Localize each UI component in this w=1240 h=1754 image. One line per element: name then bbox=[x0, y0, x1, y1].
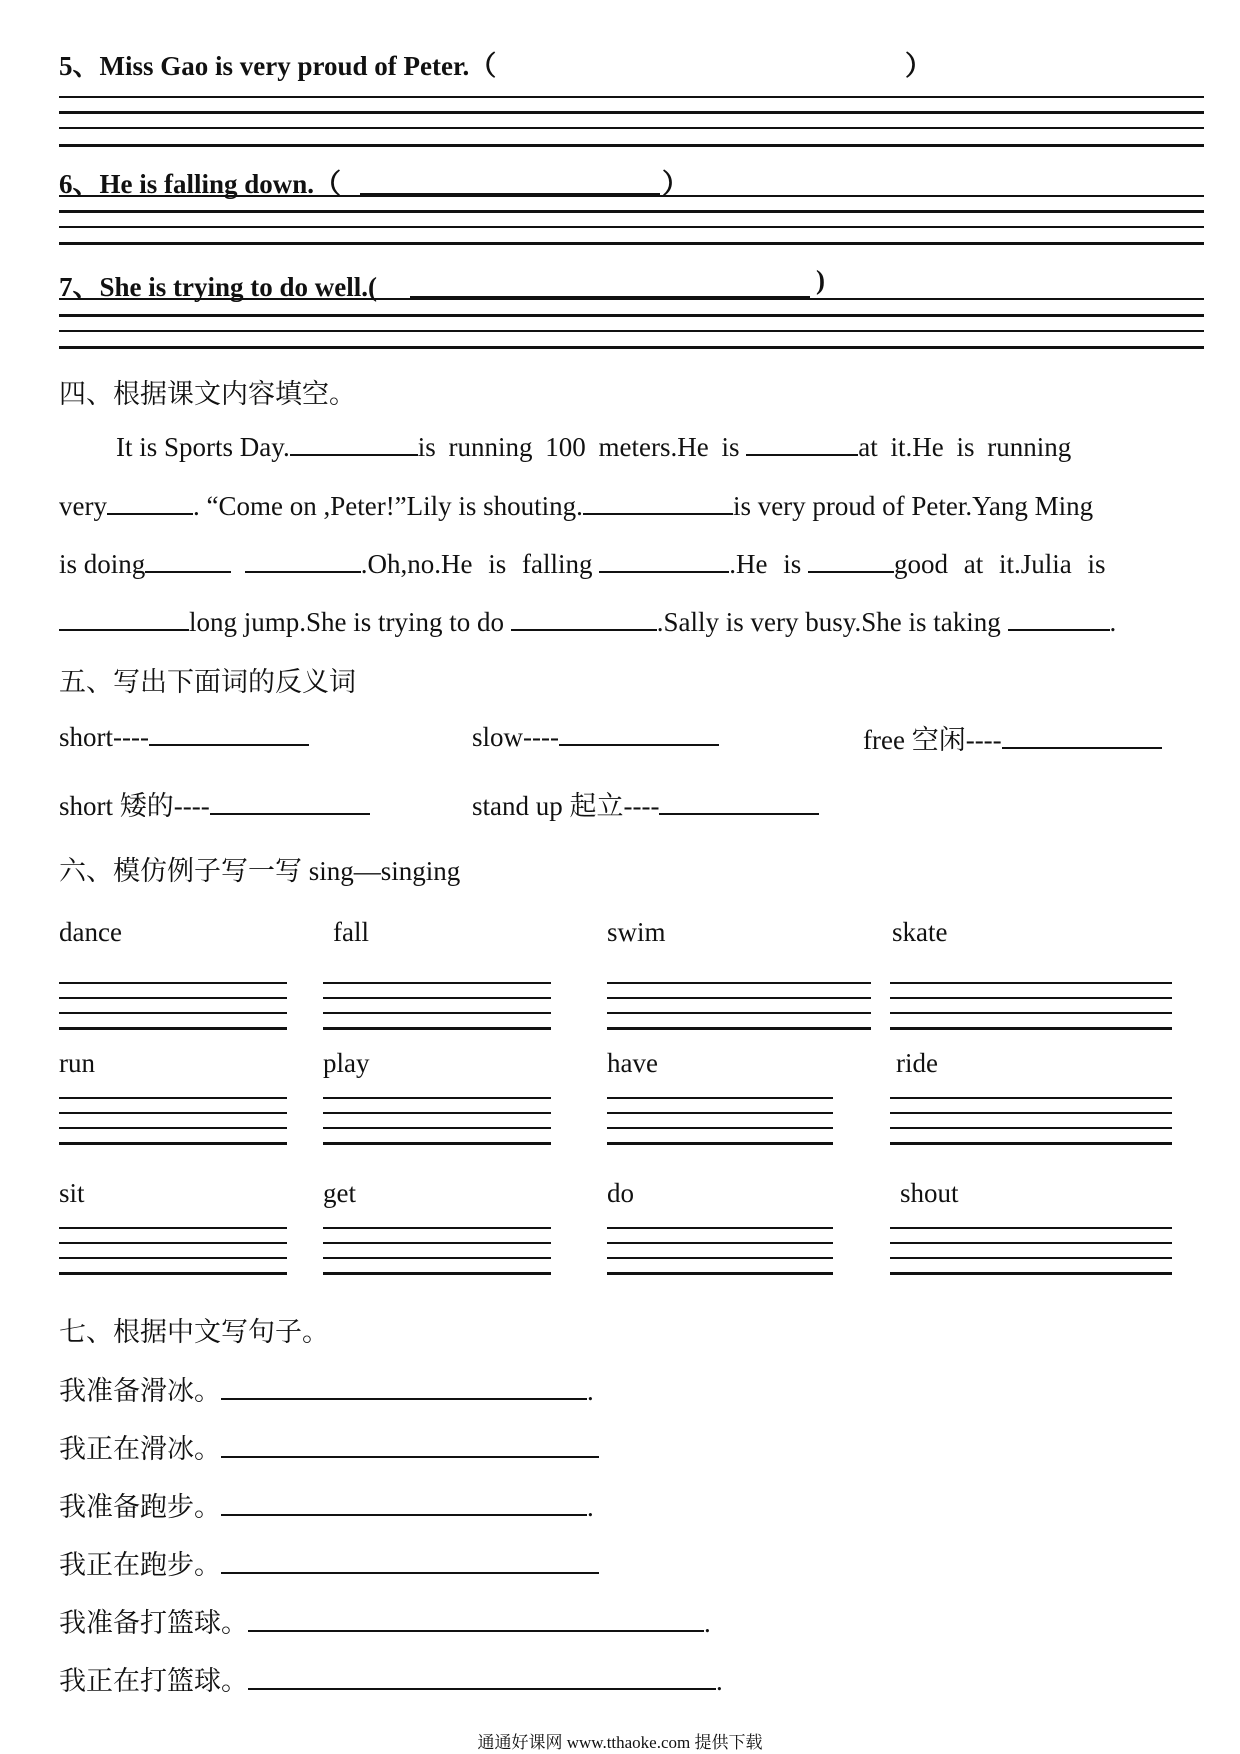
writing-line[interactable] bbox=[59, 242, 1204, 245]
translate-item: 我准备跑步。 . bbox=[59, 1485, 594, 1524]
fill-blank[interactable] bbox=[1008, 603, 1110, 631]
writing-line[interactable] bbox=[607, 997, 871, 999]
writing-line[interactable] bbox=[890, 1097, 1172, 1099]
writing-line[interactable] bbox=[323, 1257, 551, 1259]
writing-line[interactable] bbox=[890, 1272, 1172, 1275]
writing-line[interactable] bbox=[607, 1272, 833, 1275]
section-7-title: 七、根据中文写句子。 bbox=[59, 1317, 329, 1347]
question-number: 7、 bbox=[59, 272, 100, 302]
question-text: Miss Gao is very proud of Peter. bbox=[99, 51, 470, 81]
writing-line[interactable] bbox=[59, 111, 1204, 114]
fill-blank[interactable] bbox=[221, 1430, 599, 1458]
verb-word: have bbox=[607, 1048, 658, 1078]
writing-line[interactable] bbox=[607, 1142, 833, 1145]
passage-line-1: It is Sports Day. is running 100 meters.He is at it.He is running bbox=[116, 428, 1071, 463]
writing-line[interactable] bbox=[890, 1112, 1172, 1114]
passage-line-3: is doing .Oh,no.He is falling .He is good at it.Julia is bbox=[59, 545, 1106, 580]
writing-line[interactable] bbox=[323, 1227, 551, 1229]
passage-line-4: long jump.She is trying to do .Sally is very busy.She is taking . bbox=[59, 603, 1116, 638]
writing-line[interactable] bbox=[890, 1242, 1172, 1244]
writing-line[interactable] bbox=[59, 314, 1204, 317]
question-5 bbox=[59, 44, 496, 83]
fill-blank[interactable] bbox=[746, 428, 858, 456]
fill-blank[interactable] bbox=[599, 545, 729, 573]
writing-line[interactable] bbox=[607, 1097, 833, 1099]
section-4-title: 四、根据课文内容填空。 bbox=[59, 379, 356, 409]
fill-blank[interactable] bbox=[145, 545, 231, 573]
verb-word: sit bbox=[59, 1178, 85, 1208]
question-number: 5、 bbox=[59, 51, 100, 81]
translate-item: 我准备打篮球。 . bbox=[59, 1601, 711, 1640]
section-5-title: 五、写出下面词的反义词 bbox=[59, 667, 356, 697]
writing-line[interactable] bbox=[607, 1257, 833, 1259]
verb-word: swim bbox=[607, 917, 666, 947]
fill-blank[interactable] bbox=[221, 1372, 587, 1400]
writing-line[interactable] bbox=[890, 1142, 1172, 1145]
writing-line[interactable] bbox=[59, 127, 1204, 129]
writing-line[interactable] bbox=[323, 1027, 551, 1030]
verb-word: fall bbox=[333, 917, 369, 947]
writing-line[interactable] bbox=[323, 997, 551, 999]
writing-line[interactable] bbox=[59, 1127, 287, 1129]
open-paren: （ bbox=[469, 51, 497, 81]
fill-blank[interactable] bbox=[248, 1662, 716, 1690]
writing-line[interactable] bbox=[59, 1097, 287, 1099]
antonym-item: slow---- bbox=[472, 718, 719, 753]
translate-item: 我正在跑步。 bbox=[59, 1543, 599, 1582]
verb-word: ride bbox=[896, 1048, 938, 1078]
writing-line[interactable] bbox=[607, 1242, 833, 1244]
writing-line[interactable] bbox=[890, 982, 1172, 984]
writing-line[interactable] bbox=[59, 1027, 287, 1030]
fill-blank[interactable] bbox=[559, 718, 719, 746]
close-paren: ) bbox=[816, 265, 825, 295]
antonym-item: short 矮的---- bbox=[59, 784, 370, 823]
writing-line[interactable] bbox=[890, 1227, 1172, 1229]
question-text: She is trying to do well. bbox=[99, 272, 369, 302]
writing-line[interactable] bbox=[59, 1112, 287, 1114]
writing-line[interactable] bbox=[323, 1012, 551, 1014]
verb-word: play bbox=[323, 1048, 370, 1078]
verb-word: do bbox=[607, 1178, 634, 1208]
writing-line[interactable] bbox=[59, 1142, 287, 1145]
fill-blank[interactable] bbox=[59, 603, 189, 631]
writing-line[interactable] bbox=[607, 1127, 833, 1129]
verb-word: get bbox=[323, 1178, 356, 1208]
page-footer: 通通好课网 www.tthaoke.com 提供下载 bbox=[477, 1733, 763, 1752]
fill-blank[interactable] bbox=[149, 718, 309, 746]
writing-line[interactable] bbox=[607, 1027, 871, 1030]
writing-line[interactable] bbox=[59, 144, 1204, 147]
verb-word: dance bbox=[59, 917, 122, 947]
question-number: 6、 bbox=[59, 169, 100, 199]
translate-item: 我准备滑冰。 . bbox=[59, 1369, 594, 1408]
fill-blank[interactable] bbox=[808, 545, 894, 573]
fill-blank[interactable] bbox=[290, 428, 418, 456]
writing-line[interactable] bbox=[59, 226, 1204, 228]
writing-line[interactable] bbox=[59, 1272, 287, 1275]
fill-blank[interactable] bbox=[210, 787, 370, 815]
writing-line[interactable] bbox=[607, 1227, 833, 1229]
writing-line[interactable] bbox=[323, 1112, 551, 1114]
verb-word: skate bbox=[892, 917, 948, 947]
writing-line[interactable] bbox=[607, 1112, 833, 1114]
writing-line[interactable] bbox=[59, 195, 1204, 197]
verb-word: run bbox=[59, 1048, 95, 1078]
open-paren: ( bbox=[368, 272, 378, 302]
writing-line[interactable] bbox=[59, 346, 1204, 349]
translate-item: 我正在打篮球。 . bbox=[59, 1659, 723, 1698]
writing-line[interactable] bbox=[890, 1127, 1172, 1129]
fill-blank[interactable] bbox=[248, 1604, 704, 1632]
writing-line[interactable] bbox=[323, 1242, 551, 1244]
fill-blank[interactable] bbox=[221, 1488, 587, 1516]
fill-blank[interactable] bbox=[511, 603, 657, 631]
writing-line[interactable] bbox=[323, 1097, 551, 1099]
writing-line[interactable] bbox=[890, 1257, 1172, 1259]
writing-line[interactable] bbox=[607, 982, 871, 984]
translate-item: 我正在滑冰。 bbox=[59, 1427, 599, 1466]
antonym-item: short---- bbox=[59, 718, 309, 753]
fill-blank[interactable] bbox=[1002, 721, 1162, 749]
writing-line[interactable] bbox=[323, 1127, 551, 1129]
antonym-item: free 空闲---- bbox=[863, 718, 1162, 757]
writing-line[interactable] bbox=[607, 1012, 871, 1014]
writing-line[interactable] bbox=[59, 298, 1204, 300]
writing-line[interactable] bbox=[59, 96, 1204, 98]
fill-blank[interactable] bbox=[221, 1546, 599, 1574]
antonym-item: stand up 起立---- bbox=[472, 784, 819, 823]
writing-line[interactable] bbox=[59, 1242, 287, 1244]
writing-line[interactable] bbox=[59, 1012, 287, 1014]
section-6-title: 六、模仿例子写一写 sing—singing bbox=[59, 856, 461, 886]
writing-line[interactable] bbox=[59, 982, 287, 984]
writing-line[interactable] bbox=[59, 210, 1204, 213]
fill-blank[interactable] bbox=[245, 545, 361, 573]
writing-line[interactable] bbox=[323, 1272, 551, 1275]
writing-line[interactable] bbox=[890, 1012, 1172, 1014]
open-paren: （ bbox=[314, 169, 342, 199]
close-paren: ） bbox=[662, 169, 689, 199]
writing-line[interactable] bbox=[59, 330, 1204, 332]
writing-line[interactable] bbox=[890, 997, 1172, 999]
writing-line[interactable] bbox=[890, 1027, 1172, 1030]
writing-line[interactable] bbox=[323, 1142, 551, 1145]
writing-line[interactable] bbox=[59, 1227, 287, 1229]
verb-word: shout bbox=[900, 1178, 959, 1208]
writing-line[interactable] bbox=[59, 997, 287, 999]
fill-blank[interactable] bbox=[583, 487, 733, 515]
passage-line-2: very . “Come on ,Peter!”Lily is shouting. is very proud of Peter.Yang Ming bbox=[59, 487, 1093, 522]
fill-blank[interactable] bbox=[107, 487, 193, 515]
writing-line[interactable] bbox=[59, 1257, 287, 1259]
fill-blank[interactable] bbox=[659, 787, 819, 815]
writing-line[interactable] bbox=[323, 982, 551, 984]
question-text: He is falling down. bbox=[99, 169, 315, 199]
close-paren: ） bbox=[905, 51, 932, 81]
